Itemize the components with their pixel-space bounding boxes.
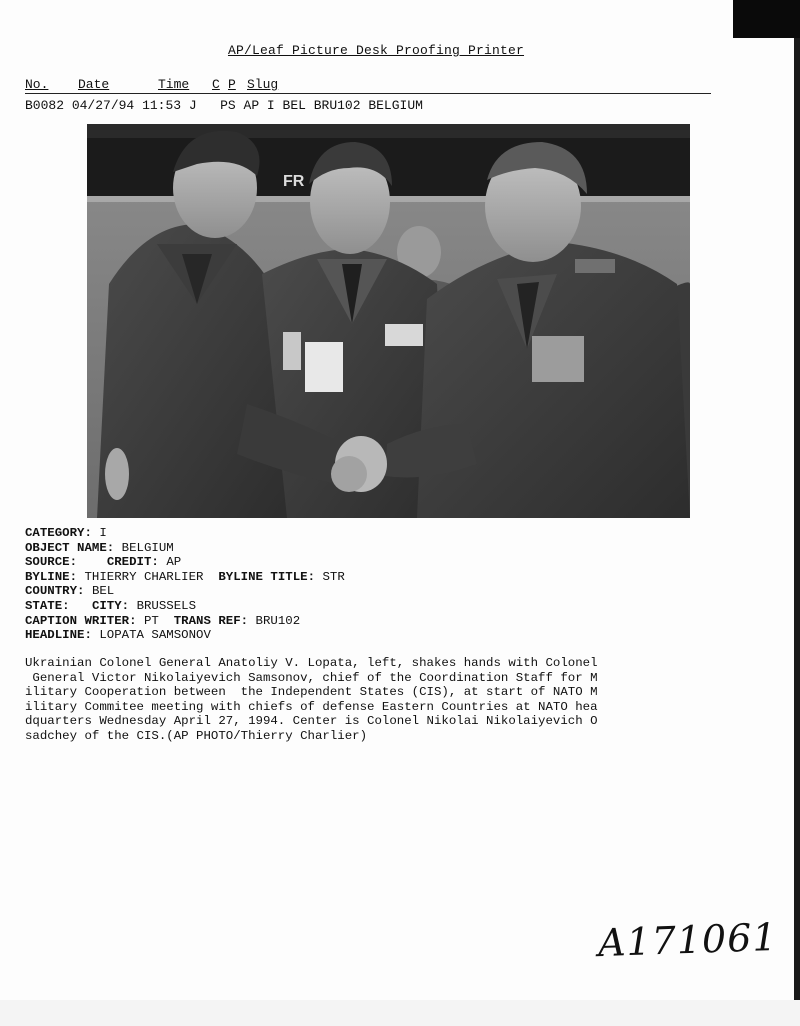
label-source: SOURCE: bbox=[25, 555, 78, 570]
meta-object-name-row bbox=[25, 541, 345, 556]
caption-line: Ukrainian Colonel General Anatoliy V. Lopata, left, shakes hands with Colonel bbox=[25, 656, 598, 670]
label-byline: BYLINE: bbox=[25, 569, 78, 584]
column-date: Date bbox=[78, 77, 110, 92]
record-slug: PS AP I BEL BRU102 BELGIUM bbox=[220, 98, 423, 113]
news-photo bbox=[87, 124, 690, 518]
meta-headline-row bbox=[25, 628, 345, 643]
caption-line: ilitary Cooperation between the Independent States (CIS), at start of NATO M bbox=[25, 685, 598, 700]
value-trans-ref: BRU102 bbox=[255, 613, 301, 628]
photo-caption bbox=[25, 656, 725, 744]
caption-line: ilitary Commitee meeting with chiefs of defense Eastern Countries at NATO hea bbox=[25, 699, 598, 714]
metadata-block bbox=[25, 526, 345, 643]
value-headline: LOPATA SAMSONOV bbox=[99, 628, 211, 643]
label-state: STATE: bbox=[25, 598, 70, 613]
column-p: P bbox=[228, 77, 236, 92]
value-object-name: BELGIUM bbox=[121, 540, 174, 555]
column-c: C bbox=[212, 77, 220, 92]
meta-caption-writer-row bbox=[25, 614, 345, 629]
document-title: AP/Leaf Picture Desk Proofing Printer bbox=[227, 43, 525, 58]
label-city: CITY: bbox=[91, 598, 130, 613]
value-category: I bbox=[99, 526, 107, 540]
label-credit: CREDIT: bbox=[106, 555, 159, 570]
handwritten-archive-number: A171061 bbox=[597, 914, 779, 966]
scan-border-top-right bbox=[733, 0, 800, 38]
scan-border-right bbox=[794, 38, 800, 1026]
meta-state-row bbox=[25, 599, 345, 614]
photo-illustration bbox=[87, 124, 690, 518]
meta-category-row bbox=[25, 526, 345, 541]
photo-sign-text: FR bbox=[283, 173, 305, 190]
column-header-row bbox=[25, 77, 711, 94]
meta-source-row bbox=[25, 555, 345, 570]
column-time: Time bbox=[158, 77, 190, 92]
label-country: COUNTRY: bbox=[25, 584, 85, 599]
meta-byline-row bbox=[25, 570, 345, 585]
record-no: B0082 bbox=[25, 98, 65, 113]
record-c: J bbox=[188, 98, 197, 113]
column-no: No. bbox=[25, 77, 49, 92]
label-headline: HEADLINE: bbox=[25, 628, 92, 643]
label-caption-writer: CAPTION WRITER: bbox=[25, 613, 137, 628]
value-byline-title: STR bbox=[322, 569, 345, 584]
value-byline: THIERRY CHARLIER bbox=[84, 569, 204, 584]
caption-line: sadchey of the CIS.(AP PHOTO/Thierry Charlier) bbox=[25, 728, 368, 743]
caption-line: dquarters Wednesday April 27, 1994. Center is Colonel Nikolai Nikolaiyevich O bbox=[25, 714, 598, 729]
value-credit: AP bbox=[166, 555, 182, 570]
record-date: 04/27/94 bbox=[71, 98, 135, 113]
value-caption-writer: PT bbox=[143, 613, 159, 628]
label-category: CATEGORY: bbox=[25, 526, 92, 540]
label-byline-title: BYLINE TITLE: bbox=[218, 569, 316, 584]
caption-line: General Victor Nikolaiyevich Samsonov, chief of the Coordination Staff for M bbox=[25, 670, 598, 685]
label-object-name: OBJECT NAME: bbox=[25, 540, 115, 555]
label-trans-ref: TRANS REF: bbox=[173, 613, 249, 628]
meta-country-row bbox=[25, 584, 345, 599]
column-slug: Slug bbox=[247, 77, 279, 92]
value-city: BRUSSELS bbox=[136, 598, 197, 613]
scan-border-bottom bbox=[0, 1000, 800, 1026]
value-country: BEL bbox=[91, 584, 115, 599]
record-line bbox=[25, 98, 423, 113]
record-time: 11:53 bbox=[142, 98, 182, 113]
